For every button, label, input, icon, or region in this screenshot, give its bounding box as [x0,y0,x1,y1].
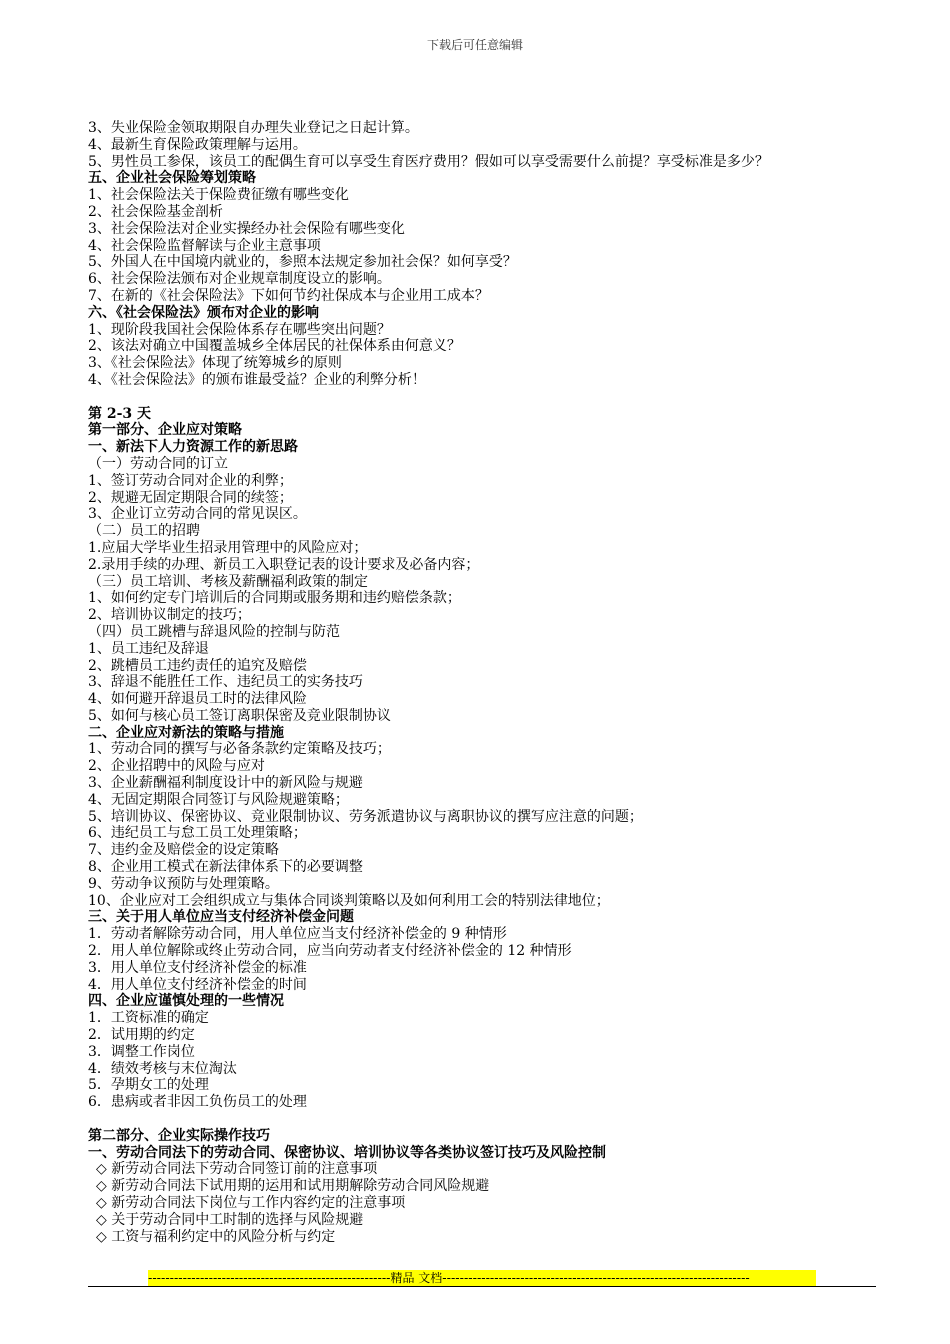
text-line: 1、社会保险法关于保险费征缴有哪些变化 [88,187,349,204]
section-heading: 六、《社会保险法》颁布对企业的影响 [88,304,319,321]
text-line: 4．用人单位支付经济补偿金的时间 [88,976,307,993]
text-line: 1．劳动者解除劳动合同，用人单位应当支付经济补偿金的 9 种情形 [88,926,507,943]
text-line: 7、违约金及赔偿金的设定策略 [88,842,279,859]
text-line: ◇ 新劳动合同法下劳动合同签订前的注意事项 [96,1161,378,1178]
text-line: 1、如何约定专门培训后的合同期或服务期和违约赔偿条款； [88,590,461,607]
text-line: 2、企业招聘中的风险与应对 [88,758,265,775]
text-line: 2.录用手续的办理、新员工入职登记表的设计要求及必备内容； [88,556,480,573]
text-line: 3、《社会保险法》体现了统筹城乡的原则 [88,355,342,372]
text-line: 4、《社会保险法》的颁布谁最受益？企业的利弊分析！ [88,371,426,388]
text-line: 9、劳动争议预防与处理策略。 [88,875,279,892]
text-line: 10、企业应对工会组织成立与集体合同谈判策略以及如何利用工会的特别法律地位； [88,892,610,909]
text-line: 8、企业用工模式在新法律体系下的必要调整 [88,859,363,876]
text-line: 3、企业薪酬福利制度设计中的新风险与规避 [88,775,363,792]
text-line: 2、跳槽员工违约责任的追究及赔偿 [88,657,307,674]
text-line: 2．试用期的约定 [88,1027,195,1044]
text-line: 3、企业订立劳动合同的常见误区。 [88,506,307,523]
section-heading: 四、企业应谨慎处理的一些情况 [88,993,284,1010]
text-line: 2、培训协议制定的技巧； [88,607,251,624]
section-heading: 第二部分、企业实际操作技巧 [88,1127,270,1144]
text-line: 4．绩效考核与末位淘汰 [88,1060,237,1077]
text-line: 2、规避无固定期限合同的续签； [88,489,293,506]
document-body [88,120,878,1245]
text-line: ◇ 新劳动合同法下试用期的运用和试用期解除劳动合同风险规避 [96,1178,490,1195]
text-line: 1、员工违纪及辞退 [88,640,209,657]
text-line: 1、现阶段我国社会保险体系存在哪些突出问题？ [88,321,391,338]
section-heading: 第一部分、企业应对策略 [88,422,242,439]
blank-line [88,389,878,406]
text-line: 4、如何避开辞退员工时的法律风险 [88,691,307,708]
text-line: 5、男性员工参保，该员工的配偶生育可以享受生育医疗费用？假如可以享受需要什么前提？享受标准是多少？ [88,153,769,170]
text-line: 3．调整工作岗位 [88,1043,195,1060]
text-line: 5、外国人在中国境内就业的，参照本法规定参加社会保？如何享受？ [88,254,517,271]
text-line: 4、最新生育保险政策理解与运用。 [88,136,307,153]
text-line: 1.应届大学毕业生招录用管理中的风险应对； [88,539,368,556]
text-line: 6、社会保险法颁布对企业规章制度设立的影响。 [88,271,391,288]
text-line: （三）员工培训、考核及薪酬福利政策的制定 [88,573,368,590]
text-line: 1、签订劳动合同对企业的利弊； [88,472,293,489]
section-heading: 二、企业应对新法的策略与措施 [88,724,284,741]
text-line: 1、劳动合同的撰写与必备条款约定策略及技巧； [88,741,391,758]
text-line: ◇ 工资与福利约定中的风险分析与约定 [96,1228,336,1245]
text-line: 3．用人单位支付经济补偿金的标准 [88,959,307,976]
blank-line [88,1111,878,1128]
section-heading: 一、新法下人力资源工作的新思路 [88,439,298,456]
text-line: 3、失业保险金领取期限自办理失业登记之日起计算。 [88,120,419,136]
section-heading: 一、劳动合同法下的劳动合同、保密协议、培训协议等各类协议签订技巧及风险控制 [88,1144,606,1161]
text-line: 2．用人单位解除或终止劳动合同，应当向劳动者支付经济补偿金的 12 种情形 [88,943,572,960]
page-header: 下载后可任意编辑 [426,38,523,52]
text-line: 4、无固定期限合同签订与风险规避策略； [88,791,349,808]
section-heading: 三、关于用人单位应当支付经济补偿金问题 [88,909,354,926]
text-line: 1．工资标准的确定 [88,1010,209,1027]
text-line: （四）员工跳槽与辞退风险的控制与防范 [88,623,340,640]
text-line: 5、如何与核心员工签订离职保密及竞业限制协议 [88,707,391,724]
text-line: ◇ 新劳动合同法下岗位与工作内容约定的注意事项 [96,1195,406,1211]
text-line: 6、违纪员工与怠工员工处理策略； [88,825,307,842]
text-line: 6．患病或者非因工负伤员工的处理 [88,1094,307,1111]
text-line: 3、社会保险法对企业实操经办社会保险有哪些变化 [88,220,405,237]
text-line: 2、该法对确立中国覆盖城乡全体居民的社保体系由何意义？ [88,338,461,355]
text-line: 5、培训协议、保密协议、竞业限制协议、劳务派遣协议与离职协议的撰写应注意的问题； [88,808,643,825]
text-line: （一）劳动合同的订立 [88,455,228,472]
text-line: 2、社会保险基金剖析 [88,203,223,220]
text-line: 5．孕期女工的处理 [88,1077,209,1094]
footer-banner: --------------------------------------------------------精品 文档----------------------------------------------------------------------- [148,1270,816,1286]
footer-divider [88,1286,876,1287]
text-line: 7、在新的《社会保险法》下如何节约社保成本与企业用工成本？ [88,287,489,304]
text-line: 4、社会保险监督解读与企业主意事项 [88,237,321,254]
text-line: ◇ 关于劳动合同中工时制的选择与风险规避 [96,1211,364,1228]
section-heading: 第 2-3 天 [88,405,152,422]
text-line: 3、辞退不能胜任工作、违纪员工的实务技巧 [88,674,363,691]
section-heading: 五、企业社会保险筹划策略 [88,170,256,187]
text-line: （二）员工的招聘 [88,523,200,540]
